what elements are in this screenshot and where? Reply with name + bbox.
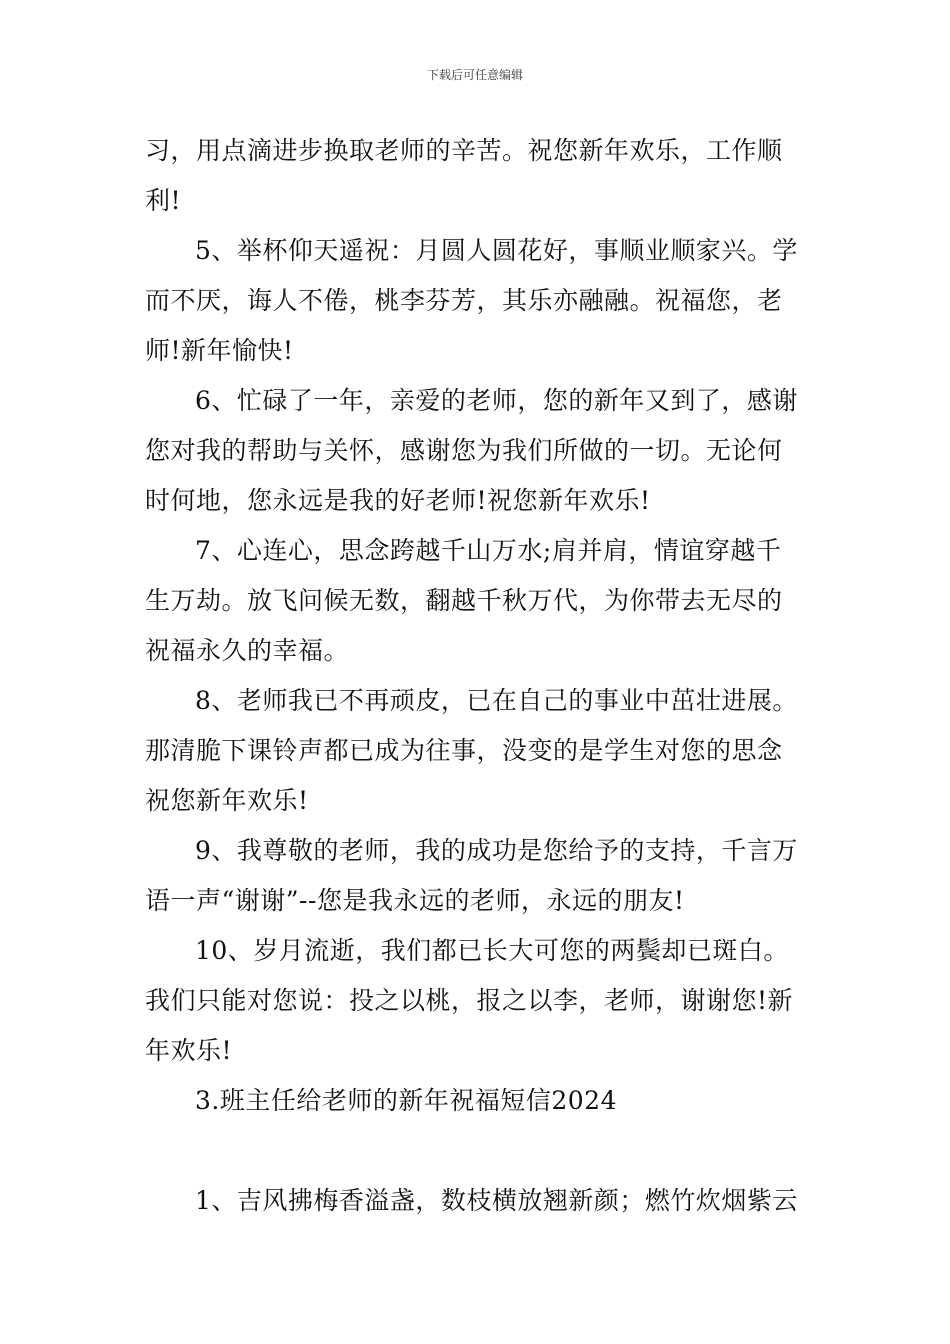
text-line: 年欢乐! [145, 1036, 233, 1065]
text-line: 那清脆下课铃声都已成为往事，没变的是学生对您的思念 [145, 736, 783, 765]
text-line: 时何地，您永远是我的好老师!祝您新年欢乐! [145, 486, 651, 515]
paragraph-7-start: 7、心连心，思念跨越千山万水;肩并肩，情谊穿越千 [195, 536, 782, 565]
paragraph-5-start: 5、举杯仰天遥祝：月圆人圆花好，事顺业顺家兴。学 [195, 236, 798, 265]
text-line: 而不厌，诲人不倦，桃李芬芳，其乐亦融融。祝福您，老 [145, 286, 783, 315]
text-line: 利! [145, 186, 182, 215]
text-line: 生万劫。放飞问候无数，翻越千秋万代，为你带去无尽的 [145, 586, 783, 615]
paragraph-9-start: 9、我尊敬的老师，我的成功是您给予的支持，千言万 [195, 836, 798, 865]
text-line: 师!新年愉快! [145, 336, 294, 365]
text-line: 祝您新年欢乐! [145, 786, 309, 815]
text-line: 祝福永久的幸福。 [145, 636, 350, 665]
paragraph-1-start: 1、吉风拂梅香溢盏，数枝横放翘新颜；燃竹炊烟紫云 [195, 1186, 798, 1215]
page-header: 下载后可任意编辑 [426, 68, 523, 82]
text-line: 您对我的帮助与关怀，感谢您为我们所做的一切。无论何 [145, 436, 783, 465]
paragraph-10-start: 10、岁月流逝，我们都已长大可您的两鬓却已斑白。 [195, 936, 789, 965]
paragraph-6-start: 6、忙碌了一年，亲爱的老师，您的新年又到了，感谢 [195, 386, 798, 415]
text-line: 习，用点滴进步换取老师的辛苦。祝您新年欢乐，工作顺 [145, 136, 783, 165]
section-heading: 3.班主任给老师的新年祝福短信2024 [195, 1086, 617, 1115]
paragraph-8-start: 8、老师我已不再顽皮，已在自己的事业中茁壮进展。 [195, 686, 798, 715]
text-line: 我们只能对您说：投之以桃，报之以李，老师，谢谢您!新 [145, 986, 794, 1015]
text-line: 语一声“谢谢”--您是我永远的老师，永远的朋友! [145, 886, 685, 915]
